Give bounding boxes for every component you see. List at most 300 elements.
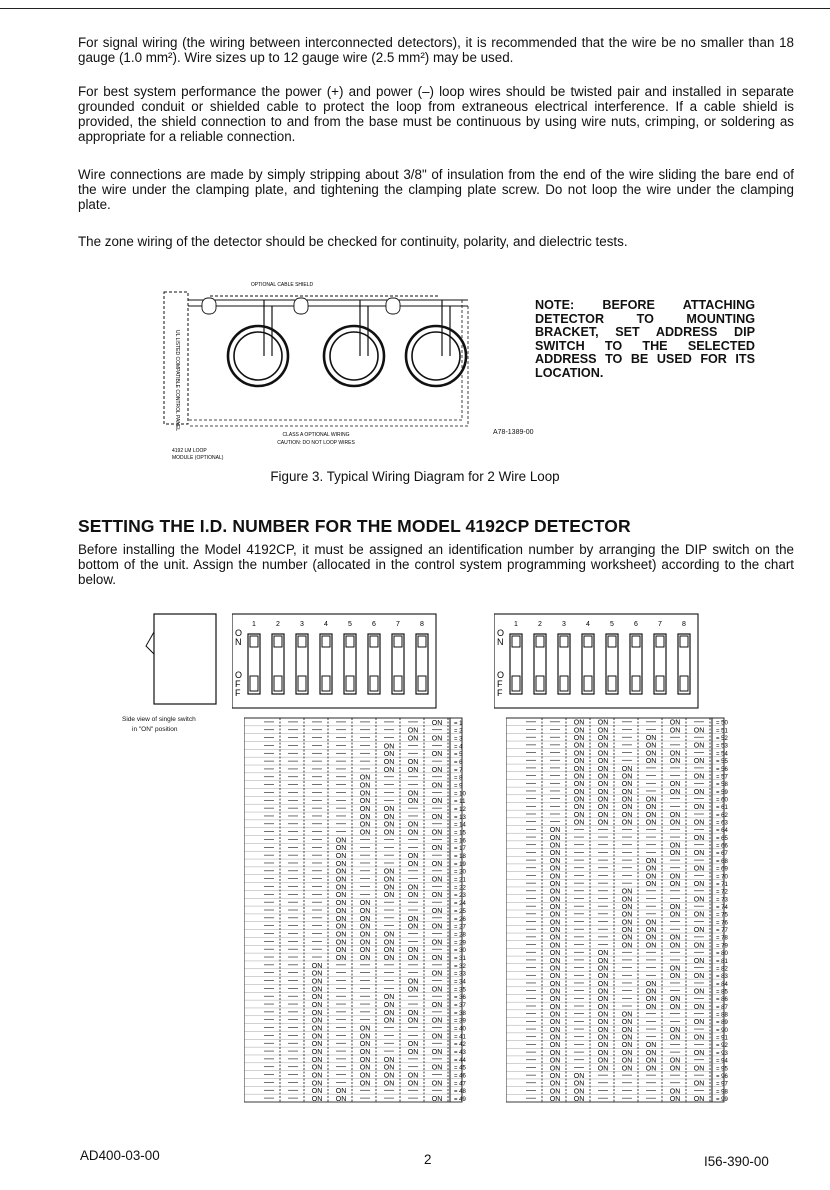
on-cell: ON <box>407 978 419 986</box>
off-label: F <box>235 679 241 689</box>
footer-right: I56-390-00 <box>704 1154 769 1169</box>
address-number: = 77 <box>716 928 728 935</box>
section-body: Before installing the Model 4192CP, it must be assigned an identification number by arranging the DIP switch on the bottom of the unit. Assign the number (allocated in the control system programming worksheet) according to the chart below. <box>78 542 794 587</box>
on-cell: ON <box>549 1019 561 1027</box>
on-cell: ON <box>431 735 443 743</box>
on-cell: ON <box>359 931 371 939</box>
switch-number: 6 <box>372 621 376 628</box>
on-cell: ON <box>693 1080 705 1088</box>
on-cell: ON <box>693 973 705 981</box>
on-cell: ON <box>431 1096 443 1103</box>
on-cell: ON <box>549 850 561 858</box>
on-cell: ON <box>407 947 419 955</box>
on-cell: ON <box>693 788 705 796</box>
on-cell: ON <box>335 923 347 931</box>
on-cell: ON <box>407 735 419 743</box>
on-cell: ON <box>693 880 705 888</box>
on-cell: ON <box>311 1088 323 1096</box>
on-cell: ON <box>573 781 585 789</box>
on-cell: ON <box>621 888 633 896</box>
switch-lever-top <box>298 636 306 647</box>
on-cell: ON <box>549 1042 561 1050</box>
on-cell: ON <box>335 1088 347 1096</box>
on-cell: ON <box>645 927 657 935</box>
on-cell: ON <box>549 1026 561 1034</box>
on-cell: ON <box>549 827 561 835</box>
wiring-diagram <box>150 276 490 466</box>
on-cell: ON <box>645 1065 657 1073</box>
switch-lever-bottom <box>274 676 282 691</box>
address-number: = 84 <box>716 981 728 988</box>
on-cell: ON <box>621 1019 633 1027</box>
on-cell: ON <box>311 1009 323 1017</box>
on-cell: ON <box>693 834 705 842</box>
on-cell: ON <box>335 892 347 900</box>
address-number: = 70 <box>716 874 728 881</box>
on-cell: ON <box>311 986 323 994</box>
address-number: = 21 <box>454 877 466 884</box>
on-cell: ON <box>549 1034 561 1042</box>
address-number: = 22 <box>454 885 466 892</box>
address-number: = 81 <box>716 958 728 965</box>
on-cell: ON <box>359 923 371 931</box>
on-cell: ON <box>597 988 609 996</box>
address-number: = 28 <box>454 932 466 939</box>
address-number: = 64 <box>716 828 728 835</box>
on-cell: ON <box>597 957 609 965</box>
switch-lever-top <box>370 636 378 647</box>
class-a-label: CLASS A OPTIONAL WIRING <box>282 432 350 438</box>
address-number: = 6 <box>454 760 463 767</box>
switch-number: 4 <box>586 621 590 628</box>
on-cell: ON <box>407 860 419 868</box>
on-cell: ON <box>549 1072 561 1080</box>
on-cell: ON <box>359 821 371 829</box>
on-cell: ON <box>383 1001 395 1009</box>
switch-lever-bottom <box>346 676 354 691</box>
on-cell: ON <box>597 819 609 827</box>
address-number: = 91 <box>716 1035 728 1042</box>
on-cell: ON <box>597 1049 609 1057</box>
switch-lever-top <box>322 636 330 647</box>
on-cell: ON <box>549 865 561 873</box>
switch-number: 3 <box>300 621 304 628</box>
on-cell: ON <box>431 1033 443 1041</box>
on-cell: ON <box>693 942 705 950</box>
on-cell: ON <box>549 857 561 865</box>
on-cell: ON <box>549 1057 561 1065</box>
on-cell: ON <box>335 868 347 876</box>
address-number: = 43 <box>454 1049 466 1056</box>
on-cell: ON <box>311 1064 323 1072</box>
switch-number: 1 <box>514 621 518 628</box>
on-cell: ON <box>383 892 395 900</box>
on-cell: ON <box>407 727 419 735</box>
on-cell: ON <box>597 765 609 773</box>
address-number: = 1 <box>454 720 463 727</box>
dip-switch-left <box>232 612 438 712</box>
address-number: = 4 <box>454 744 463 751</box>
on-cell: ON <box>335 954 347 962</box>
on-cell: ON <box>335 884 347 892</box>
footer-left: AD400-03-00 <box>80 1148 160 1163</box>
on-cell: ON <box>669 904 681 911</box>
side-view-label-2: in "ON" position <box>132 726 178 733</box>
on-cell: ON <box>383 876 395 884</box>
on-cell: ON <box>311 994 323 1002</box>
on-cell: ON <box>669 719 681 727</box>
address-number: = 38 <box>454 1010 466 1017</box>
on-cell: ON <box>693 819 705 827</box>
address-number: = 52 <box>716 736 728 743</box>
address-number: = 60 <box>716 797 728 804</box>
on-cell: ON <box>431 907 443 915</box>
on-cell: ON <box>311 970 323 978</box>
on-cell: ON <box>335 907 347 915</box>
control-panel-label: UL LISTED COMPATIBLE CONTROL PANEL <box>174 330 180 432</box>
switch-number: 3 <box>562 621 566 628</box>
on-cell: ON <box>431 986 443 994</box>
on-cell: ON <box>573 796 585 804</box>
on-cell: ON <box>311 1017 323 1025</box>
switch-lever-bottom <box>656 676 664 691</box>
on-cell: ON <box>383 884 395 892</box>
address-number: = 82 <box>716 966 728 973</box>
on-cell: ON <box>549 896 561 904</box>
on-cell: ON <box>549 1096 561 1103</box>
switch-number: 8 <box>420 621 424 628</box>
on-cell: ON <box>645 1057 657 1065</box>
on-cell: ON <box>669 1034 681 1042</box>
on-cell: ON <box>407 821 419 829</box>
on-cell: ON <box>407 923 419 931</box>
off-label: F <box>235 688 241 698</box>
dip-switch-right <box>494 612 700 712</box>
on-cell: ON <box>407 798 419 806</box>
on-cell: ON <box>597 788 609 796</box>
address-number: = 24 <box>454 901 466 908</box>
on-cell: ON <box>621 1049 633 1057</box>
on-cell: ON <box>549 1065 561 1073</box>
on-cell: ON <box>383 947 395 955</box>
on-cell: ON <box>645 988 657 996</box>
address-number: = 75 <box>716 912 728 919</box>
address-number: = 71 <box>716 881 728 888</box>
switch-lever-top <box>418 636 426 647</box>
on-cell: ON <box>573 719 585 727</box>
switch-lever-top <box>632 636 640 647</box>
switch-lever-top <box>680 636 688 647</box>
off-label: O <box>497 670 505 680</box>
address-number: = 61 <box>716 805 728 812</box>
on-cell: ON <box>669 880 681 888</box>
on-cell: ON <box>621 804 633 812</box>
on-cell: ON <box>311 1072 323 1080</box>
on-cell: ON <box>549 904 561 911</box>
on-cell: ON <box>693 957 705 965</box>
on-cell: ON <box>407 1041 419 1049</box>
address-number: = 13 <box>454 814 466 821</box>
switch-number: 1 <box>252 621 256 628</box>
on-cell: ON <box>621 773 633 781</box>
address-number: = 94 <box>716 1058 728 1065</box>
on-cell: ON <box>549 873 561 881</box>
switch-lever-bottom <box>632 676 640 691</box>
paragraph-zone-wiring: The zone wiring of the detector should be checked for continuity, polarity, and dielectric tests. <box>78 234 628 249</box>
switch-lever-top <box>584 636 592 647</box>
on-cell: ON <box>335 1096 347 1103</box>
on-cell: ON <box>549 934 561 942</box>
on-cell: ON <box>645 811 657 819</box>
on-cell: ON <box>383 829 395 837</box>
on-cell: ON <box>693 865 705 873</box>
on-cell: ON <box>335 876 347 884</box>
address-number: = 34 <box>454 979 466 986</box>
on-cell: ON <box>573 1080 585 1088</box>
on-label: N <box>235 637 242 647</box>
address-number: = 99 <box>716 1097 728 1103</box>
switch-lever-bottom <box>394 676 402 691</box>
on-cell: ON <box>407 829 419 837</box>
on-cell: ON <box>335 900 347 908</box>
on-cell: ON <box>645 873 657 881</box>
on-cell: ON <box>597 773 609 781</box>
switch-lever-bottom <box>512 676 520 691</box>
on-cell: ON <box>669 750 681 758</box>
on-cell: ON <box>621 904 633 911</box>
on-cell: ON <box>621 819 633 827</box>
off-label: F <box>497 688 503 698</box>
on-cell: ON <box>383 1056 395 1064</box>
on-cell: ON <box>597 996 609 1004</box>
on-cell: ON <box>407 1048 419 1056</box>
on-cell: ON <box>311 1025 323 1033</box>
on-cell: ON <box>645 880 657 888</box>
on-cell: ON <box>669 850 681 858</box>
on-cell: ON <box>549 957 561 965</box>
on-cell: ON <box>311 1096 323 1103</box>
on-cell: ON <box>431 813 443 821</box>
address-number: = 46 <box>454 1073 466 1080</box>
switch-lever-bottom <box>418 676 426 691</box>
top-rule <box>0 8 830 9</box>
on-cell: ON <box>597 950 609 958</box>
on-cell: ON <box>407 986 419 994</box>
on-cell: ON <box>383 1017 395 1025</box>
detector-3 <box>386 298 466 386</box>
on-cell: ON <box>407 892 419 900</box>
address-number: = 42 <box>454 1042 466 1049</box>
on-cell: ON <box>669 965 681 973</box>
on-cell: ON <box>669 1026 681 1034</box>
on-cell: ON <box>597 1065 609 1073</box>
paragraph-system-performance: For best system performance the power (+) and power (–) loop wires should be twisted pair and installed in separate grounded conduit or shielded cable to protect the loop from extraneous electrical interference. If a cable shield is provided, the shield connection to and from the base must be continuous by using wire nuts, crimping, or soldering as appropriate for a reliable connection. <box>78 84 794 144</box>
address-number: = 10 <box>454 791 466 798</box>
on-cell: ON <box>573 811 585 819</box>
address-number: = 50 <box>716 720 728 727</box>
on-cell: ON <box>693 1065 705 1073</box>
on-cell: ON <box>645 942 657 950</box>
on-cell: ON <box>383 931 395 939</box>
on-cell: ON <box>693 773 705 781</box>
on-cell: ON <box>549 927 561 935</box>
on-cell: ON <box>407 853 419 861</box>
on-cell: ON <box>431 751 443 759</box>
on-cell: ON <box>359 806 371 814</box>
on-cell: ON <box>359 947 371 955</box>
on-cell: ON <box>693 1019 705 1027</box>
on-cell: ON <box>621 1011 633 1019</box>
address-number: = 17 <box>454 846 466 853</box>
address-number: = 79 <box>716 943 728 950</box>
on-cell: ON <box>311 1080 323 1088</box>
on-cell: ON <box>311 962 323 970</box>
on-cell: ON <box>645 980 657 988</box>
address-number: = 62 <box>716 812 728 819</box>
on-cell: ON <box>669 1088 681 1096</box>
switch-number: 6 <box>634 621 638 628</box>
address-number: = 31 <box>454 955 466 962</box>
on-cell: ON <box>549 965 561 973</box>
address-number: = 18 <box>454 854 466 861</box>
on-cell: ON <box>359 774 371 782</box>
address-number: = 97 <box>716 1081 728 1088</box>
on-cell: ON <box>335 931 347 939</box>
on-cell: ON <box>383 954 395 962</box>
on-cell: ON <box>549 988 561 996</box>
on-cell: ON <box>311 978 323 986</box>
on-cell: ON <box>407 884 419 892</box>
on-cell: ON <box>431 719 443 727</box>
on-cell: ON <box>383 813 395 821</box>
on-cell: ON <box>573 819 585 827</box>
on-cell: ON <box>549 919 561 927</box>
switch-lever-top <box>274 636 282 647</box>
on-cell: ON <box>597 1003 609 1011</box>
address-chart-right <box>506 716 728 1106</box>
on-cell: ON <box>407 790 419 798</box>
on-cell: ON <box>359 954 371 962</box>
on-cell: ON <box>359 1033 371 1041</box>
on-cell: ON <box>359 1041 371 1049</box>
address-number: = 49 <box>454 1097 466 1103</box>
detector-2 <box>294 298 384 386</box>
on-cell: ON <box>549 1003 561 1011</box>
on-cell: ON <box>621 911 633 919</box>
on-cell: ON <box>597 1011 609 1019</box>
on-cell: ON <box>335 860 347 868</box>
on-cell: ON <box>359 829 371 837</box>
on-cell: ON <box>573 1088 585 1096</box>
on-cell: ON <box>669 1057 681 1065</box>
address-number: = 87 <box>716 1004 728 1011</box>
on-cell: ON <box>549 1080 561 1088</box>
on-cell: ON <box>693 911 705 919</box>
address-number: = 36 <box>454 995 466 1002</box>
on-cell: ON <box>407 759 419 767</box>
address-number: = 3 <box>454 736 463 743</box>
on-cell: ON <box>359 798 371 806</box>
on-cell: ON <box>669 942 681 950</box>
switch-lever-top <box>346 636 354 647</box>
on-cell: ON <box>359 782 371 790</box>
switch-lever-bottom <box>536 676 544 691</box>
address-number: = 83 <box>716 974 728 981</box>
figure-caption: Figure 3. Typical Wiring Diagram for 2 Wire Loop <box>270 469 560 484</box>
on-cell: ON <box>645 819 657 827</box>
address-number: = 15 <box>454 830 466 837</box>
switch-number: 7 <box>396 621 400 628</box>
on-cell: ON <box>549 1011 561 1019</box>
address-number: = 69 <box>716 866 728 873</box>
on-cell: ON <box>597 781 609 789</box>
switch-number: 4 <box>324 621 328 628</box>
on-cell: ON <box>431 892 443 900</box>
address-number: = 55 <box>716 759 728 766</box>
switch-lever-top <box>250 636 258 647</box>
address-number: = 54 <box>716 751 728 758</box>
address-number: = 56 <box>716 766 728 773</box>
switch-lever-bottom <box>584 676 592 691</box>
note-box: NOTE: BEFORE ATTACHING DETECTOR TO MOUNTING BRACKET, SET ADDRESS DIP SWITCH TO THE SELECTED ADDRESS TO BE USED FOR ITS LOCATION. <box>535 298 755 380</box>
on-cell: ON <box>645 919 657 927</box>
on-cell: ON <box>311 1048 323 1056</box>
on-cell: ON <box>431 876 443 884</box>
on-cell: ON <box>597 758 609 766</box>
caution-label: CAUTION: DO NOT LOOP WIRES <box>277 440 355 446</box>
on-cell: ON <box>335 853 347 861</box>
on-cell: ON <box>645 750 657 758</box>
on-cell: ON <box>621 1065 633 1073</box>
on-cell: ON <box>621 896 633 904</box>
section-heading: SETTING THE I.D. NUMBER FOR THE MODEL 4192CP DETECTOR <box>78 516 631 536</box>
on-cell: ON <box>359 813 371 821</box>
off-label: F <box>497 679 503 689</box>
switch-number: 2 <box>538 621 542 628</box>
on-cell: ON <box>645 796 657 804</box>
address-number: = 67 <box>716 851 728 858</box>
on-cell: ON <box>645 996 657 1004</box>
address-number: = 51 <box>716 728 728 735</box>
on-cell: ON <box>693 1034 705 1042</box>
address-number: = 5 <box>454 752 463 759</box>
address-number: = 53 <box>716 743 728 750</box>
on-cell: ON <box>335 845 347 853</box>
on-cell: ON <box>669 973 681 981</box>
on-cell: ON <box>669 842 681 850</box>
address-number: = 98 <box>716 1089 728 1096</box>
on-cell: ON <box>669 811 681 819</box>
on-cell: ON <box>549 950 561 958</box>
on-cell: ON <box>597 1026 609 1034</box>
on-cell: ON <box>335 939 347 947</box>
off-label: O <box>235 670 243 680</box>
on-cell: ON <box>431 939 443 947</box>
on-cell: ON <box>597 735 609 743</box>
switch-lever-bottom <box>608 676 616 691</box>
address-number: = 25 <box>454 908 466 915</box>
module-label-1: 4192 LM LOOP <box>172 448 207 454</box>
on-cell: ON <box>669 911 681 919</box>
on-cell: ON <box>597 980 609 988</box>
switch-lever-bottom <box>250 676 258 691</box>
on-cell: ON <box>645 1003 657 1011</box>
address-number: = 72 <box>716 889 728 896</box>
address-number: = 76 <box>716 920 728 927</box>
switch-lever-bottom <box>322 676 330 691</box>
on-cell: ON <box>383 759 395 767</box>
on-cell: ON <box>407 915 419 923</box>
